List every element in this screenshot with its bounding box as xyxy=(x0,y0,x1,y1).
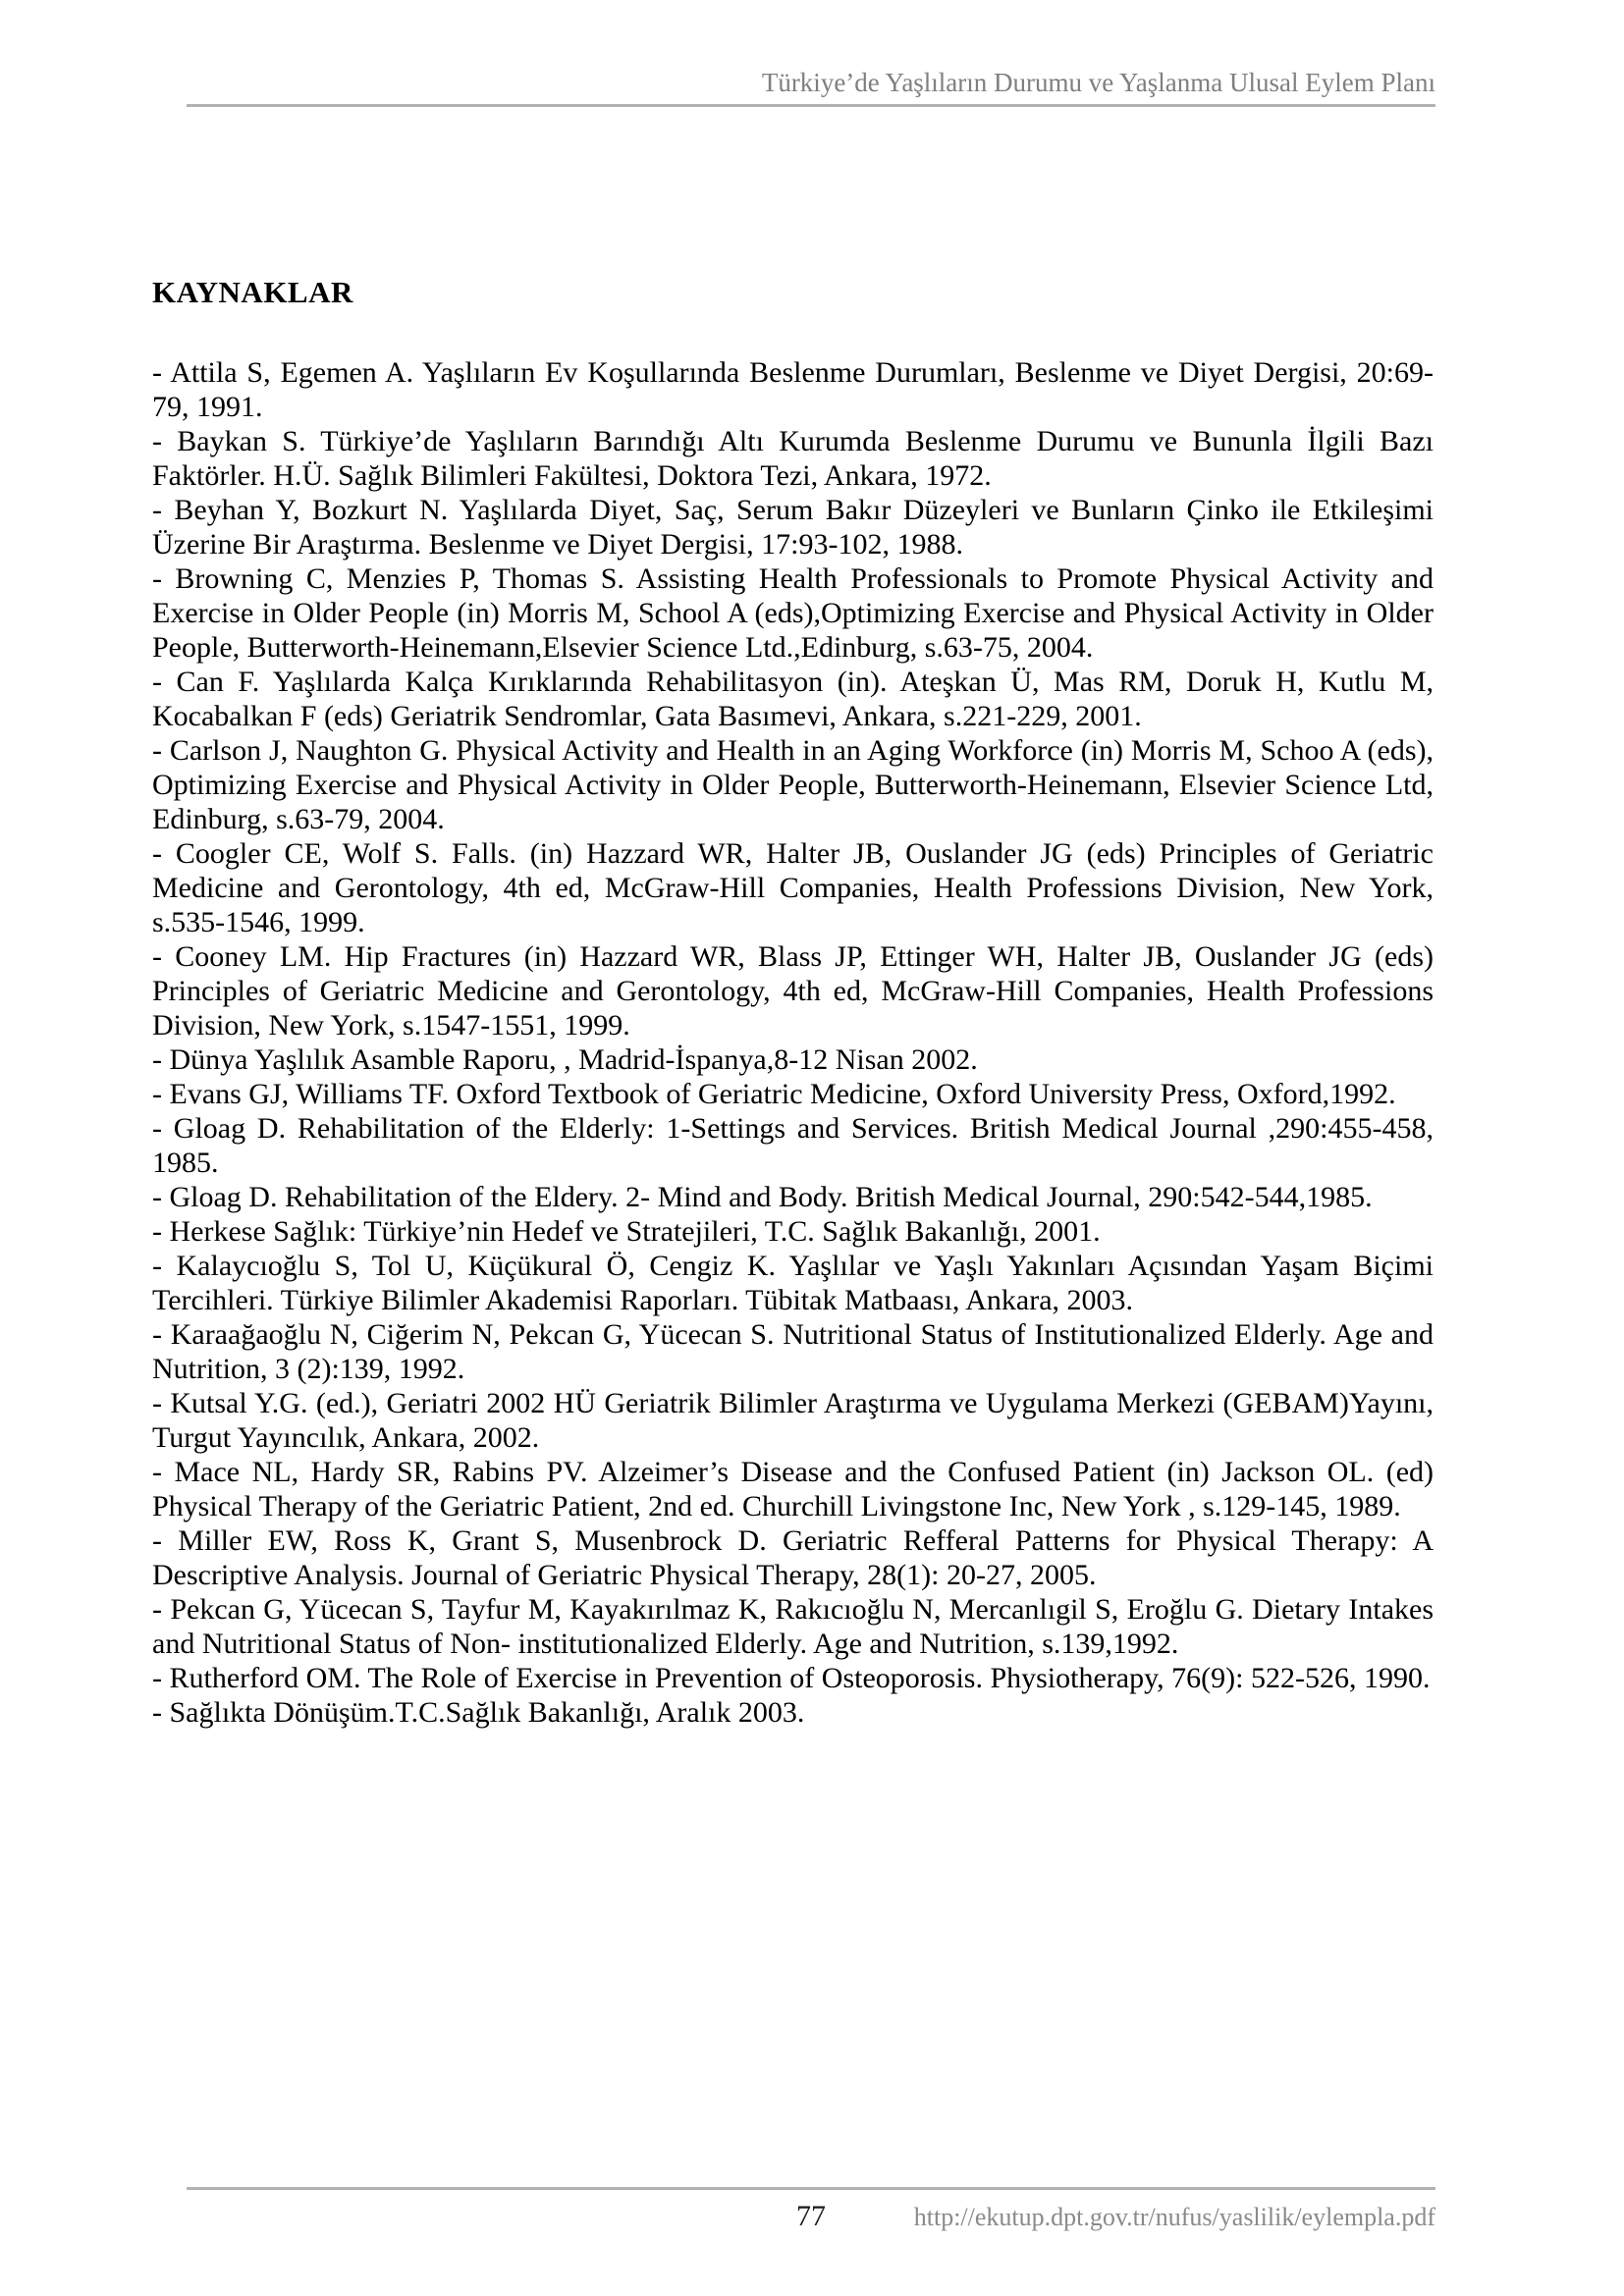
reference-entry: - Baykan S. Türkiye’de Yaşlıların Barındığı Altı Kurumda Beslenme Durumu ve Bununla İlgili Bazı Faktörler. H.Ü. Sağlık Bilimleri Fakültesi, Doktora Tezi, Ankara, 1972. xyxy=(152,425,1434,492)
page-footer xyxy=(187,2187,1435,2269)
reference-entry: - Kutsal Y.G. (ed.), Geriatri 2002 HÜ Geriatrik Bilimler Araştırma ve Uygulama Merkezi (GEBAM)Yayını, Turgut Yayıncılık, Ankara, 2002. xyxy=(152,1387,1434,1454)
reference-entry: - Beyhan Y, Bozkurt N. Yaşlılarda Diyet, Saç, Serum Bakır Düzeyleri ve Bunların Çinko ile Etkileşimi Üzerine Bir Araştırma. Beslenme ve Diyet Dergisi, 17:93-102, 1988. xyxy=(152,494,1434,561)
reference-entry: - Can F. Yaşlılarda Kalça Kırıklarında Rehabilitasyon (in). Ateşkan Ü, Mas RM, Doruk H, Kutlu M, Kocabalkan F (eds) Geriatrik Sendromlar, Gata Basımevi, Ankara, s.221-229, 2001. xyxy=(152,666,1434,732)
reference-entry: - Karaağaoğlu N, Ciğerim N, Pekcan G, Yücecan S. Nutritional Status of Institutionalized Elderly. Age and Nutrition, 3 (2):139, 1992. xyxy=(152,1318,1434,1385)
page-content xyxy=(152,275,1434,1730)
section-heading: KAYNAKLAR xyxy=(152,275,353,309)
reference-entry: - Evans GJ, Williams TF. Oxford Textbook of Geriatric Medicine, Oxford University Press, Oxford,1992. xyxy=(152,1078,1396,1110)
page-number: 77 xyxy=(796,2200,826,2232)
reference-entry: - Mace NL, Hardy SR, Rabins PV. Alzeimer’s Disease and the Confused Patient (in) Jackson OL. (ed) Physical Therapy of the Geriatric Patient, 2nd ed. Churchill Livingstone Inc, New York , s.129-145, 1989. xyxy=(152,1456,1434,1522)
page-header xyxy=(187,67,1435,107)
reference-entry: - Browning C, Menzies P, Thomas S. Assisting Health Professionals to Promote Physical Activity and Exercise in Older People (in) Morris M, School A (eds),Optimizing Exercise and Physical Activity in Older People, Butterworth-Heinemann,Elsevier Science Ltd.,Edinburg, s.63-75, 2004. xyxy=(152,562,1434,664)
reference-entry: - Kalaycıoğlu S, Tol U, Küçükural Ö, Cengiz K. Yaşlılar ve Yaşlı Yakınları Açısından Yaşam Biçimi Tercihleri. Türkiye Bilimler Akademisi Raporları. Tübitak Matbaası, Ankara, 2003. xyxy=(152,1250,1434,1316)
reference-entry: - Attila S, Egemen A. Yaşlıların Ev Koşullarında Beslenme Durumları, Beslenme ve Diyet Dergisi, 20:69-79, 1991. xyxy=(152,356,1434,423)
reference-entry: - Pekcan G, Yücecan S, Tayfur M, Kayakırılmaz K, Rakıcıoğlu N, Mercanlıgil S, Eroğlu G. Dietary Intakes and Nutritional Status of Non- institutionalized Elderly. Age and Nutrition, s.139,1992. xyxy=(152,1593,1434,1660)
reference-entry: - Sağlıkta Dönüşüm.T.C.Sağlık Bakanlığı, Aralık 2003. xyxy=(152,1696,805,1729)
reference-entry: - Cooney LM. Hip Fractures (in) Hazzard WR, Blass JP, Ettinger WH, Halter JB, Ouslander JG (eds) Principles of Geriatric Medicine and Gerontology, 4th ed, McGraw-Hill Companies, Health Professions Division, New York, s.1547-1551, 1999. xyxy=(152,940,1434,1041)
reference-list xyxy=(152,355,1434,1730)
reference-entry: - Dünya Yaşlılık Asamble Raporu, , Madrid-İspanya,8-12 Nisan 2002. xyxy=(152,1043,978,1076)
footer-url: http://ekutup.dpt.gov.tr/nufus/yaslilik/eylempla.pdf xyxy=(913,2203,1435,2231)
reference-entry: - Coogler CE, Wolf S. Falls. (in) Hazzard WR, Halter JB, Ouslander JG (eds) Principles of Geriatric Medicine and Gerontology, 4th ed, McGraw-Hill Companies, Health Professions Division, New York, s.535-1546, 1999. xyxy=(152,837,1434,938)
reference-entry: - Gloag D. Rehabilitation of the Elderly: 1-Settings and Services. British Medical Journal ,290:455-458, 1985. xyxy=(152,1112,1434,1179)
reference-entry: - Miller EW, Ross K, Grant S, Musenbrock D. Geriatric Refferal Patterns for Physical Therapy: A Descriptive Analysis. Journal of Geriatric Physical Therapy, 28(1): 20-27, 2005. xyxy=(152,1524,1434,1591)
reference-entry: - Carlson J, Naughton G. Physical Activity and Health in an Aging Workforce (in) Morris M, Schoo A (eds), Optimizing Exercise and Physical Activity in Older People, Butterworth-Heinemann, Elsevier Science Ltd, Edinburg, s.63-79, 2004. xyxy=(152,734,1434,835)
reference-entry: - Gloag D. Rehabilitation of the Eldery. 2- Mind and Body. British Medical Journal, 290:542-544,1985. xyxy=(152,1181,1373,1213)
reference-entry: - Herkese Sağlık: Türkiye’nin Hedef ve Stratejileri, T.C. Sağlık Bakanlığı, 2001. xyxy=(152,1215,1101,1248)
running-header-title: Türkiye’de Yaşlıların Durumu ve Yaşlanma Ulusal Eylem Planı xyxy=(761,68,1435,97)
reference-entry: - Rutherford OM. The Role of Exercise in Prevention of Osteoporosis. Physiotherapy, 76(9): 522-526, 1990. xyxy=(152,1662,1431,1694)
